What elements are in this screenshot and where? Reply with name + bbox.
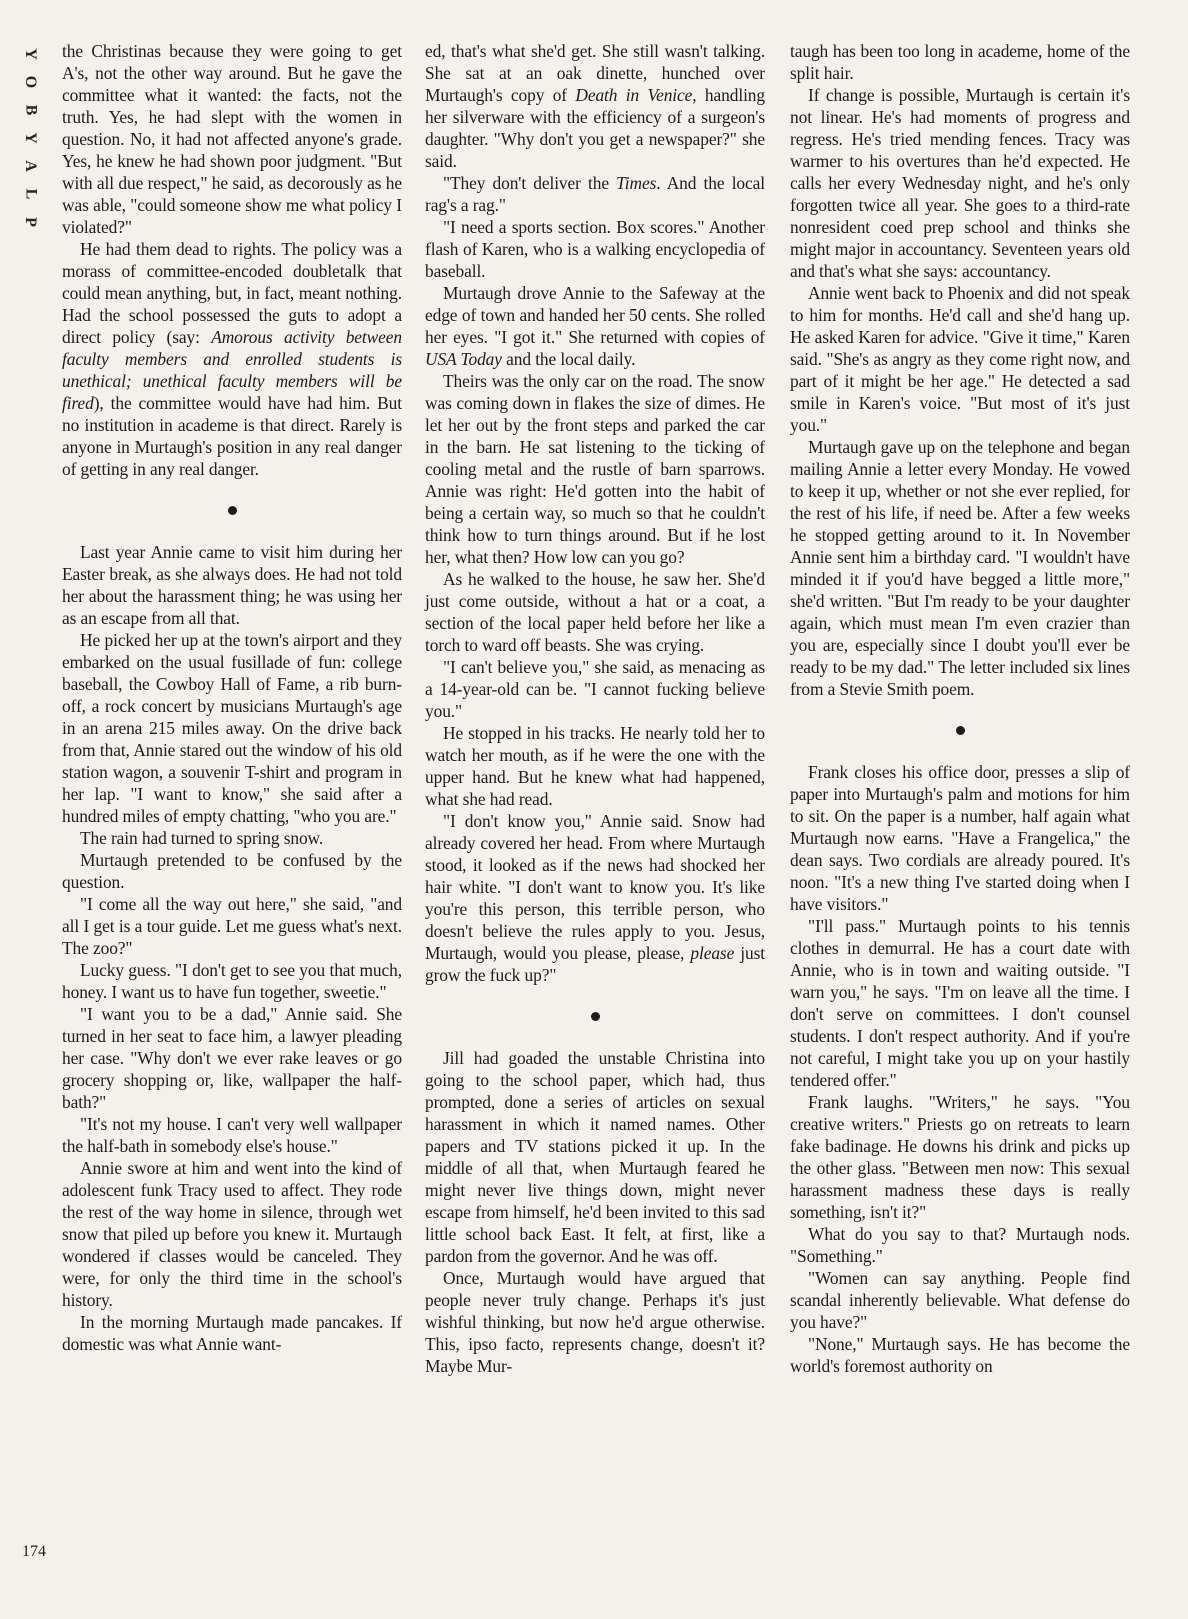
paragraph: "I come all the way out here," she said, "and all I get is a tour guide. Let me guess what's next. The zoo?" <box>62 894 402 958</box>
paragraph: He had them dead to rights. The policy was a morass of committee-encoded doubletalk that could mean anything, but, in fact, meant nothing. Had the school possessed the guts to adopt a direct policy (say: Amorous activity between faculty members and enrolled students is unethical; unethical faculty members will be fired), the committee would have had him. But no institution in academe is that direct. Rarely is anyone in Murtaugh's position in any real danger of getting in any real danger. <box>62 239 402 479</box>
paragraph: the Christinas because they were going to get A's, not the other way around. But he gave the committee what it wanted: the facts, not the truth. Yes, he had slept with the women in question. No, it had not affected anyone's grade. Yes, he knew he had shown poor judgment. "But with all due respect," he said, as decorously as he was able, "could someone show me what policy I violated?" <box>62 41 402 237</box>
paragraph: If change is possible, Murtaugh is certain it's not linear. He's had moments of progress and regress. He's tried mending fences. Tracy was warmer to his overtures than he'd expected. He calls her every Wednesday night, and he's only forgotten twice all year. She goes to a third-rate nonresident coed prep school and thinks she might major in accountancy. Seventeen years old and that's what she says: accountancy. <box>790 85 1130 281</box>
logo-letter: P <box>22 217 39 227</box>
paragraph: As he walked to the house, he saw her. She'd just come outside, without a hat or a coat, a section of the local paper held before her like a torch to ward off beasts. She was crying. <box>425 569 765 655</box>
text-column-2 <box>425 40 765 1377</box>
paragraph: Once, Murtaugh would have argued that people never truly change. Perhaps it's just wishful thinking, but now he'd argue otherwise. This, ipso facto, represents change, doesn't it? Maybe Mur- <box>425 1268 765 1376</box>
paragraph: "I'll pass." Murtaugh points to his tennis clothes in demurral. He has a court date with Annie, who is in town and waiting outside. "I warn you," he says. "I'm on leave all the time. I don't serve on committees. I don't counsel students. I don't respect authority. And if you're not careful, I might take you up on your hastily tendered offer." <box>790 916 1130 1090</box>
playboy-vertical-logo <box>19 40 41 236</box>
paragraph: In the morning Murtaugh made pancakes. If domestic was what Annie want- <box>62 1312 402 1354</box>
logo-letter: L <box>21 188 39 200</box>
paragraph: Murtaugh gave up on the telephone and began mailing Annie a letter every Monday. He vowed to keep it up, whether or not she ever replied, for the rest of his life, if need be. After a few weeks he stopped getting around to it. In November Annie sent him a birthday card. "I wouldn't have minded it if you'd have begged a little more," she'd written. "But I'm ready to be your daughter again, which must mean I'm even crazier than you are, especially since I doubt you'll ever be ready to be my dad." The letter included six lines from a Stevie Smith poem. <box>790 437 1130 699</box>
paragraph: "I need a sports section. Box scores." Another flash of Karen, who is a walking encyclopedia of baseball. <box>425 217 765 281</box>
paragraph: Last year Annie came to visit him during her Easter break, as she always does. He had not told her about the harassment thing; he was using her as an escape from all that. <box>62 542 402 628</box>
paragraph: What do you say to that? Murtaugh nods. "Something." <box>790 1224 1130 1266</box>
paragraph: Annie went back to Phoenix and did not speak to him for months. He'd call and she'd hang up. He asked Karen for advice. "Give it time," Karen said. "She's as angry as they come right now, and part of it might be her age." He detected a sad smile in Karen's voice. "But most of it's just you." <box>790 283 1130 435</box>
page-number: 174 <box>22 1543 46 1560</box>
paragraph: Theirs was the only car on the road. The snow was coming down in flakes the size of dimes. He let her out by the front steps and parked the car in the barn. He sat listening to the ticking of cooling metal and the rustle of barn sparrows. Annie was right: He'd gotten into the habit of being a certain way, so much so that he couldn't think how to turn things around. But if he lost her, what then? How low can you go? <box>425 371 765 567</box>
paragraph: Jill had goaded the unstable Christina into going to the school paper, which had, thus prompted, done a series of articles on sexual harassment in which it named names. Other papers and TV stations picked it up. In the middle of all that, when Murtaugh feared he might never live things down, might never escape from himself, he'd been invited to this sad little school back East. It felt, at first, like a pardon from the governor. And he was off. <box>425 1048 765 1266</box>
logo-letter: Y <box>22 48 39 60</box>
paragraph: Murtaugh drove Annie to the Safeway at the edge of town and handed her 50 cents. She rolled her eyes. "I got it." She returned with copies of USA Today and the local daily. <box>425 283 765 369</box>
logo-letter: A <box>22 160 39 172</box>
logo-letter: O <box>21 75 39 89</box>
paragraph: "Women can say anything. People find scandal inherently believable. What defense do you have?" <box>790 1268 1130 1332</box>
paragraph: Frank closes his office door, presses a slip of paper into Murtaugh's palm and motions for him to sit. On the paper is a number, half again what Murtaugh now earns. "Have a Frangelica," the dean says. Two cordials are already poured. It's noon. "It's a new thing I've started doing when I have visitors." <box>790 762 1130 914</box>
logo-letter: B <box>21 104 39 116</box>
paragraph: "I want you to be a dad," Annie said. She turned in her seat to face him, a lawyer pleading her case. "Why don't we ever rake leaves or go grocery shopping or, like, wallpaper the half-bath?" <box>62 1004 402 1112</box>
paragraph: "I can't believe you," she said, as menacing as a 14-year-old can be. "I cannot fucking believe you." <box>425 657 765 721</box>
text-column-1 <box>62 40 402 1355</box>
paragraph: "None," Murtaugh says. He has become the world's foremost authority on <box>790 1334 1130 1376</box>
paragraph: Murtaugh pretended to be confused by the question. <box>62 850 402 892</box>
paragraph: The rain had turned to spring snow. <box>80 828 324 848</box>
paragraph: Lucky guess. "I don't get to see you that much, honey. I want us to have fun together, sweetie." <box>62 960 402 1002</box>
paragraph: "I don't know you," Annie said. Snow had already covered her head. From where Murtaugh stood, it looked as if the news had shocked her hair white. "I don't want to know you. It's like you're this person, this terrible person, who doesn't believe the rules apply to you. Jesus, Murtaugh, would you please, please, please just grow the fuck up?" <box>425 811 766 985</box>
paragraph: He stopped in his tracks. He nearly told her to watch her mouth, as if he were the one with the upper hand. But he knew what had happened, what she had read. <box>425 723 765 809</box>
paragraph: He picked her up at the town's airport and they embarked on the usual fusillade of fun: college baseball, the Cowboy Hall of Fame, a rib burn-off, a rock concert by musicians Murtaugh's age in an arena 215 miles away. On the drive back from that, Annie stared out the window of his old station wagon, a souvenir T-shirt and program in her lap. "I want to know," she said after a hundred miles of empty chatting, "who you are." <box>62 630 402 826</box>
paragraph: Annie swore at him and went into the kind of adolescent funk Tracy used to affect. They rode the rest of the way home in silence, through wet snow that piled up before you knew it. Murtaugh wondered if classes would be canceled. They were, for only the third time in the school's history. <box>62 1158 402 1310</box>
section-break-bullet <box>591 1012 600 1021</box>
paragraph: ed, that's what she'd get. She still wasn't talking. She sat at an oak dinette, hunched over Murtaugh's copy of Death in Venice, handling her silverware with the efficiency of a surgeon's daughter. "Why don't you get a newspaper?" she said. <box>425 41 765 171</box>
text-column-3 <box>790 40 1130 1377</box>
logo-letter: Y <box>22 132 39 144</box>
paragraph: "It's not my house. I can't very well wallpaper the half-bath in somebody else's house." <box>62 1114 402 1156</box>
section-break-bullet <box>956 726 965 735</box>
section-break-bullet <box>228 506 237 515</box>
paragraph: taugh has been too long in academe, home of the split hair. <box>790 41 1130 83</box>
paragraph: "They don't deliver the Times. And the local rag's a rag." <box>425 173 765 215</box>
paragraph: Frank laughs. "Writers," he says. "You creative writers." Priests go on retreats to learn fake badinage. He downs his drink and picks up the other glass. "Between men now: This sexual harassment madness these days is really something, isn't it?" <box>790 1092 1130 1222</box>
